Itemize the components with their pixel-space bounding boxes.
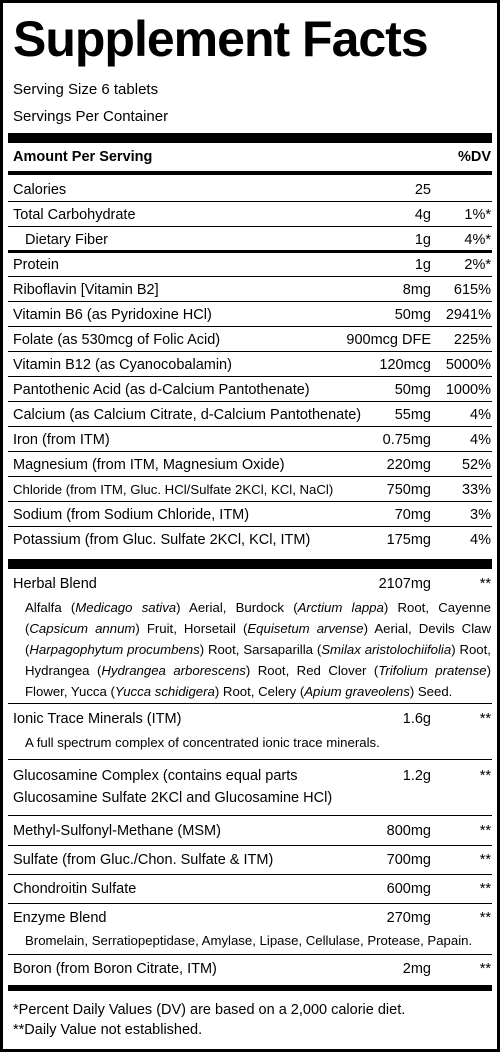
footnote-dv: *Percent Daily Values (DV) are based on a 2,000 calorie diet. (13, 1002, 406, 1018)
divider (8, 401, 492, 402)
itm-row (13, 708, 491, 730)
divider (8, 954, 492, 955)
vitamin-b12-dv: 5000% (445, 357, 491, 373)
calories-name: Calories (13, 182, 67, 198)
chondroitin-amount: 600mg (386, 881, 431, 897)
thick-divider (8, 985, 492, 991)
total-carbohydrate-name: Total Carbohydrate (13, 207, 136, 223)
herbal-blend-dv: ** (479, 576, 491, 592)
riboflavin-name: Riboflavin [Vitamin B2] (13, 282, 159, 298)
medium-divider (8, 171, 492, 175)
divider (8, 845, 492, 846)
protein-row (13, 254, 491, 276)
sodium-amount: 70mg (394, 507, 431, 523)
magnesium-row (13, 454, 491, 476)
footnote-not-established: **Daily Value not established. (13, 1022, 203, 1038)
chondroitin-row (13, 878, 491, 900)
msm-dv: ** (479, 823, 491, 839)
sodium-dv: 3% (470, 507, 491, 523)
pantothenic-acid-name: Pantothenic Acid (as d-Calcium Pantothenate) (13, 382, 310, 398)
riboflavin-amount: 8mg (402, 282, 431, 298)
boron-amount: 2mg (402, 961, 431, 977)
divider (8, 376, 492, 377)
calories-row (13, 179, 491, 201)
divider (8, 476, 492, 477)
iron-row (13, 429, 491, 451)
riboflavin-row (13, 279, 491, 301)
amount-header-row (13, 146, 491, 168)
chondroitin-name: Chondroitin Sulfate (13, 881, 137, 897)
divider (8, 903, 492, 904)
chondroitin-dv: ** (479, 881, 491, 897)
glucosamine-row-2 (13, 787, 491, 809)
herbal-blend-name: Herbal Blend (13, 576, 97, 592)
herbal-blend-row (13, 573, 491, 595)
enzyme-amount: 270mg (386, 910, 431, 926)
calcium-row (13, 404, 491, 426)
sulfate-amount: 700mg (386, 852, 431, 868)
enzyme-dv: ** (479, 910, 491, 926)
divider (8, 226, 492, 227)
divider (8, 426, 492, 427)
vitamin-b12-row (13, 354, 491, 376)
chloride-row (13, 479, 491, 501)
thick-divider (8, 559, 492, 569)
vitamin-b12-amount: 120mcg (379, 357, 431, 373)
divider (8, 526, 492, 527)
sodium-row (13, 504, 491, 526)
chloride-dv: 33% (461, 482, 491, 498)
total-carbohydrate-amount: 4g (414, 207, 431, 223)
vitamin-b6-name: Vitamin B6 (as Pyridoxine HCl) (13, 307, 212, 323)
divider (8, 276, 492, 277)
sulfate-dv: ** (479, 852, 491, 868)
enzyme-row (13, 907, 491, 929)
folate-dv: 225% (453, 332, 491, 348)
potassium-dv: 4% (470, 532, 491, 548)
vitamin-b6-row (13, 304, 491, 326)
divider (8, 351, 492, 352)
sulfate-name: Sulfate (from Gluc./Chon. Sulfate & ITM) (13, 852, 274, 868)
divider (8, 759, 492, 760)
vitamin-b6-dv: 2941% (445, 307, 491, 323)
magnesium-dv: 52% (461, 457, 491, 473)
itm-dv: ** (479, 711, 491, 727)
divider (8, 301, 492, 302)
amount-header: Amount Per Serving (13, 149, 153, 165)
dietary-fiber-amount: 1g (414, 232, 431, 248)
divider (8, 703, 492, 704)
boron-row (13, 958, 491, 980)
iron-dv: 4% (470, 432, 491, 448)
chloride-name: Chloride (from ITM, Gluc. HCl/Sulfate 2KCl, KCl, NaCl) (13, 482, 334, 497)
protein-amount: 1g (414, 257, 431, 273)
divider (8, 815, 492, 816)
glucosamine-dv: ** (479, 768, 491, 784)
enzyme-name: Enzyme Blend (13, 910, 107, 926)
riboflavin-dv: 615% (453, 282, 491, 298)
boron-dv: ** (479, 961, 491, 977)
divider (8, 874, 492, 875)
magnesium-name: Magnesium (from ITM, Magnesium Oxide) (13, 457, 285, 473)
panel-title: Supplement Facts (13, 11, 428, 67)
protein-name: Protein (13, 257, 59, 273)
dietary-fiber-dv: 4%* (464, 232, 491, 248)
itm-amount: 1.6g (402, 711, 431, 727)
msm-name: Methyl-Sulfonyl-Methane (MSM) (13, 823, 221, 839)
divider (8, 201, 492, 202)
folate-name: Folate (as 530mcg of Folic Acid) (13, 332, 221, 348)
potassium-amount: 175mg (386, 532, 431, 548)
glucosamine-amount: 1.2g (402, 768, 431, 784)
serving-size: Serving Size 6 tablets (13, 81, 159, 98)
folate-amount: 900mcg DFE (346, 332, 431, 348)
vitamin-b6-amount: 50mg (394, 307, 431, 323)
itm-description: A full spectrum complex of concentrated ionic trace minerals. (25, 735, 380, 750)
pantothenic-acid-row (13, 379, 491, 401)
total-carbohydrate-row (13, 204, 491, 226)
divider (8, 326, 492, 327)
herbal-blend-ingredients: Alfalfa (Medicago sativa) Aerial, Burdock (Arctium lappa) Root, Cayenne (Capsicum annum) Fruit, Horsetail (Equisetum arvense) Aerial, Devils Claw (Harpagophytum procumbens) Root, Sarsaparilla (Smilax aristolochiifolia) Root, Hydrangea (Hydrangea arborescens) Root, Red Clover (Trifolium pratense) Flower, Yucca (Yucca schidigera) Root, Celery (Apium graveolens) Seed. (25, 600, 492, 699)
msm-row (13, 820, 491, 842)
dv-header: %DV (457, 149, 491, 165)
calories-amount: 25 (414, 182, 431, 198)
itm-name: Ionic Trace Minerals (ITM) (13, 711, 182, 727)
divider (8, 250, 492, 253)
sulfate-row (13, 849, 491, 871)
iron-amount: 0.75mg (382, 432, 431, 448)
sodium-name: Sodium (from Sodium Chloride, ITM) (13, 507, 250, 523)
protein-dv: 2%* (464, 257, 491, 273)
iron-name: Iron (from ITM) (13, 432, 110, 448)
servings-per-container: Servings Per Container (13, 108, 169, 125)
divider (8, 501, 492, 502)
herbal-blend-amount: 2107mg (378, 576, 431, 592)
glucosamine-line1: Glucosamine Complex (contains equal parts (13, 768, 298, 784)
divider (8, 451, 492, 452)
folate-row (13, 329, 491, 351)
boron-name: Boron (from Boron Citrate, ITM) (13, 961, 217, 977)
potassium-name: Potassium (from Gluc. Sulfate 2KCl, KCl, ITM) (13, 532, 311, 548)
potassium-row (13, 529, 491, 551)
magnesium-amount: 220mg (386, 457, 431, 473)
glucosamine-line2: Glucosamine Sulfate 2KCl and Glucosamine HCl) (13, 790, 333, 806)
dietary-fiber-name: Dietary Fiber (25, 232, 108, 248)
chloride-amount: 750mg (386, 482, 431, 498)
calcium-amount: 55mg (394, 407, 431, 423)
total-carbohydrate-dv: 1%* (464, 207, 491, 223)
pantothenic-acid-dv: 1000% (445, 382, 491, 398)
vitamin-b12-name: Vitamin B12 (as Cyanocobalamin) (13, 357, 232, 373)
dietary-fiber-row (13, 229, 491, 251)
msm-amount: 800mg (386, 823, 431, 839)
calcium-dv: 4% (470, 407, 491, 423)
calcium-name: Calcium (as Calcium Citrate, d-Calcium Pantothenate) (13, 407, 362, 423)
pantothenic-acid-amount: 50mg (394, 382, 431, 398)
thick-divider (8, 133, 492, 143)
enzyme-description: Bromelain, Serratiopeptidase, Amylase, Lipase, Cellulase, Protease, Papain. (25, 933, 473, 948)
glucosamine-row (13, 765, 491, 787)
